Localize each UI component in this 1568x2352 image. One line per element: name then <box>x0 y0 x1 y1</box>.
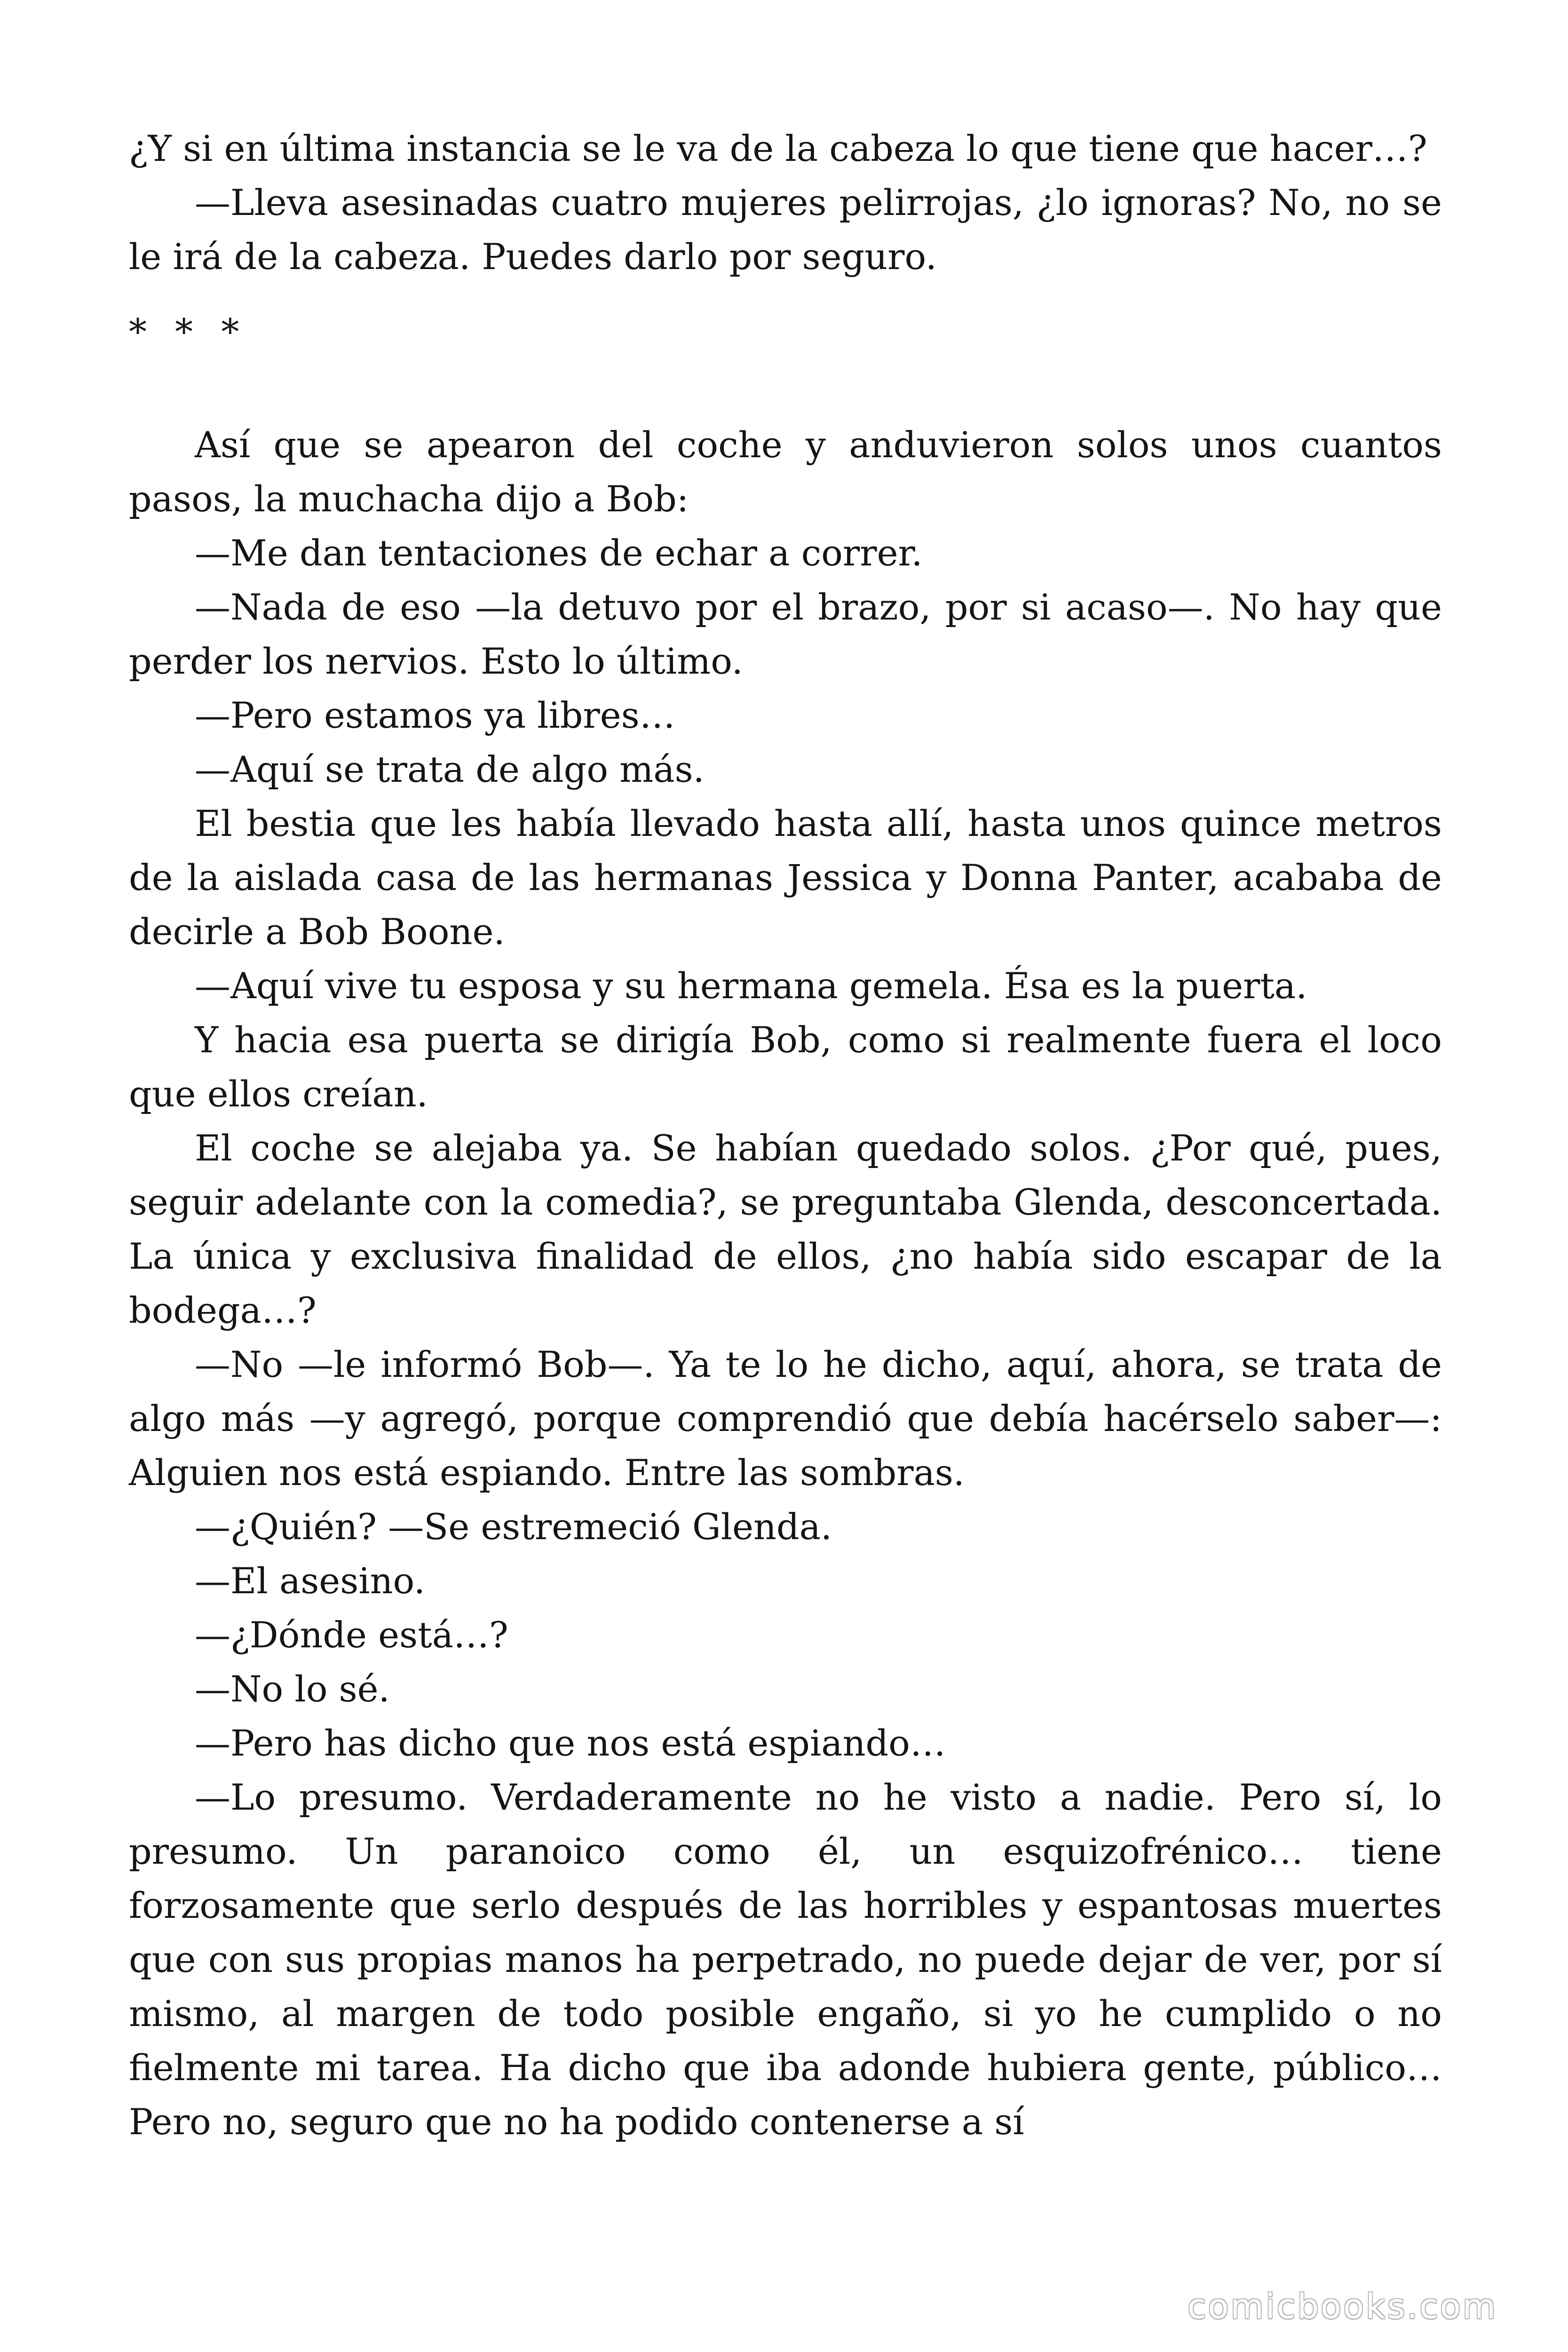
scene-separator: * * * <box>129 311 248 353</box>
watermark-logo: comicbooks.com <box>1187 2287 1497 2326</box>
paragraph-17: —Pero has dicho que nos está espiando… <box>195 1722 946 1764</box>
paragraph-14: —El asesino. <box>195 1560 426 1602</box>
paragraph-1: ¿Y si en última instancia se le va de la cabeza lo que tiene que hacer…? <box>129 127 1427 169</box>
paragraph-13: —¿Quién? —Se estremeció Glenda. <box>195 1506 832 1548</box>
paragraph-4: —Me dan tentaciones de echar a correr. <box>195 532 923 574</box>
paragraph-8: El bestia que les había llevado hasta allí, hasta unos quince metros de la aislada casa de las hermanas Jessica y Donna Panter, acababa de decirle a Bob Boone. <box>129 803 1442 953</box>
paragraph-11: El coche se alejaba ya. Se habían quedado solos. ¿Por qué, pues, seguir adelante con la comedia?, se preguntaba Glenda, desconcertada. La única y exclusiva finalidad de ellos, ¿no había sido escapar de la bodega…? <box>129 1127 1442 1331</box>
paragraph-2: —Lleva asesinadas cuatro mujeres pelirrojas, ¿lo ignoras? No, no se le irá de la cabeza. Puedes darlo por seguro. <box>129 182 1442 278</box>
paragraph-16: —No lo sé. <box>195 1668 390 1710</box>
paragraph-6: —Pero estamos ya libres… <box>195 694 675 736</box>
paragraph-10: Y hacia esa puerta se dirigía Bob, como si realmente fuera el loco que ellos creían. <box>129 1019 1442 1115</box>
paragraph-15: —¿Dónde está…? <box>195 1614 508 1656</box>
paragraph-18: —Lo presumo. Verdaderamente no he visto a nadie. Pero sí, lo presumo. Un paranoico como él, un esquizofrénico… tiene forzosamente que serlo después de las horribles y espantosas muertes que con sus propias manos ha perpetrado, no puede dejar de ver, por sí mismo, al margen de todo posible engaño, si yo he cumplido o no fielmente mi tarea. Ha dicho que iba adonde hubiera gente, público… Pero no, seguro que no ha podido contenerse a sí <box>129 1776 1442 2143</box>
paragraph-3: Así que se apearon del coche y anduvieron solos unos cuantos pasos, la muchacha dijo a Bob: <box>129 424 1442 520</box>
book-page <box>129 121 1442 2149</box>
paragraph-12: —No —le informó Bob—. Ya te lo he dicho, aquí, ahora, se trata de algo más —y agregó, porque comprendió que debía hacérselo saber—: Alguien nos está espiando. Entre las sombras. <box>129 1343 1442 1494</box>
paragraph-7: —Aquí se trata de algo más. <box>195 748 705 790</box>
paragraph-9: —Aquí vive tu esposa y su hermana gemela. Ésa es la puerta. <box>195 965 1307 1007</box>
paragraph-5: —Nada de eso —la detuvo por el brazo, por si acaso—. No hay que perder los nervios. Esto lo último. <box>129 586 1442 682</box>
